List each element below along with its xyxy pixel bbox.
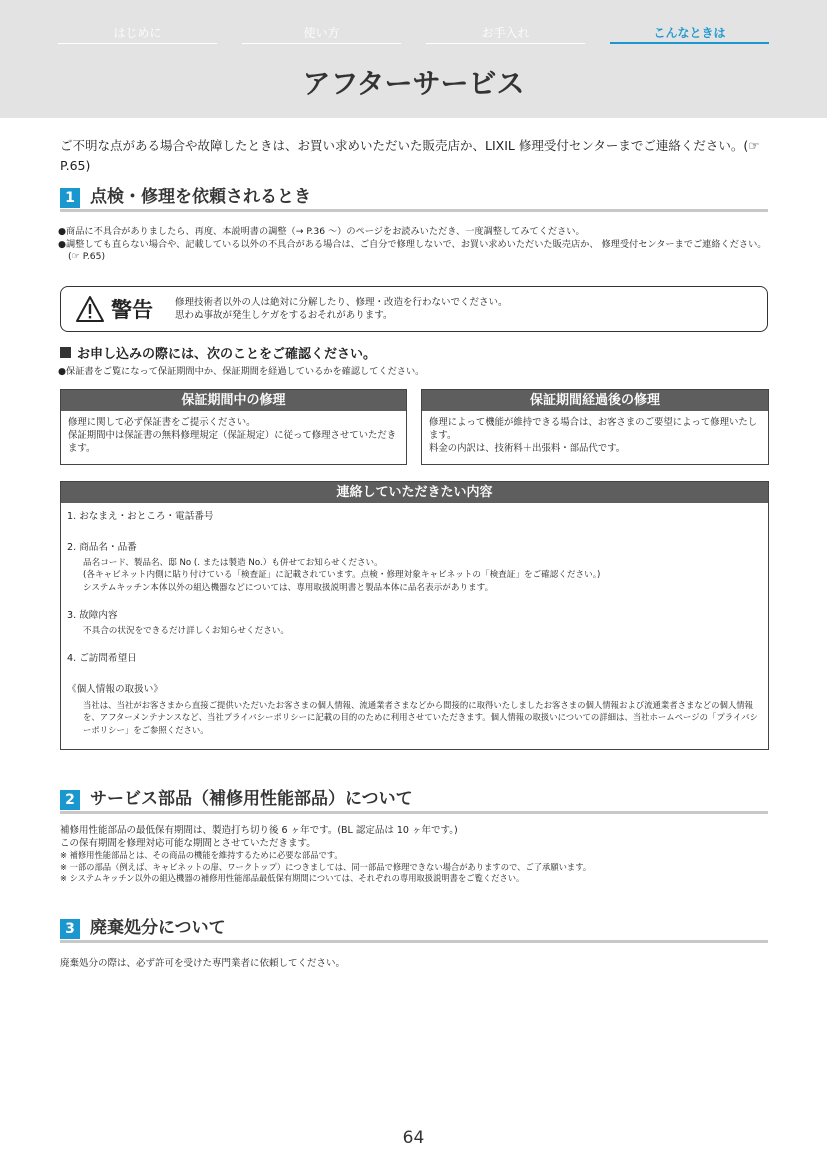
body-line: この保有期間を修理対応可能な期間とさせていただきます。: [60, 837, 316, 849]
bullet-item: ●商品に不具合がありましたら、再度、本説明書の調整（→ P.36 ～）のページをお読みいただき、一度調整してみてください。: [58, 226, 585, 237]
section-1-title: 点検・修理を依頼されるとき: [90, 187, 311, 207]
warranty-period-box: [60, 389, 407, 465]
section-2-title: サービス部品（補修用性能部品）について: [90, 789, 413, 809]
contact-info-title: 連絡していただきたい内容: [61, 482, 768, 503]
privacy-text: 当社は、当社がお客さまから直接ご提供いただいたお客さまの個人情報、流通業者さまなどから間接的に取得いたしましたお客さまの個人情報および流通業者さまなどの個人情報を、アフターメンテナンスなど、当社プライバシーポリシーに記載の目的のために利用させていただきます。個人情報の取扱いについての詳細は、当社ホームページの「プライバシーポリシー」をご参照ください。: [83, 699, 758, 735]
section-2-number: 2: [60, 790, 80, 810]
section-1-heading: [60, 186, 768, 212]
section-2-body: [60, 825, 772, 885]
bullet-item: ●保証書をご覧になって保証期間中か、保証期間を経過しているかを確認してください。: [58, 366, 425, 377]
box-line: 修理によって機能が維持できる場合は、お客さまのご要望によって修理いたします。: [429, 417, 758, 441]
warning-line: 思わぬ事故が発生しケガをするおそれがあります。: [175, 310, 393, 321]
note-line: ※ 補修用性能部品とは、その商品の機能を維持するために必要な部品です。: [60, 850, 343, 860]
section-3-title: 廃棄処分について: [90, 918, 226, 938]
section-2-heading: [60, 788, 768, 814]
tab-intro[interactable]: はじめに: [58, 24, 217, 44]
section-tabs: [58, 24, 769, 44]
note-line: ※ 一部の部品（例えば、キャビネットの扉、ワークトップ）につきましては、同一部品で修理できない場合がありますので、ご了承願います。: [60, 861, 592, 872]
post-warranty-box: [421, 389, 769, 465]
page-title: アフターサービス: [302, 67, 525, 100]
section-1-number: 1: [60, 188, 80, 208]
page-header: [0, 0, 827, 118]
contact-item-detail: システムキッチン本体以外の組込機器などについては、専用取扱説明書と製品本体に品名表示があります。: [83, 582, 494, 593]
tab-usage[interactable]: 使い方: [242, 24, 401, 44]
warning-line: 修理技術者以外の人は絶対に分解したり、修理・改造を行わないでください。: [175, 297, 508, 308]
section-3-body: 廃棄処分の際は、必ず許可を受けた専門業者に依頼してください。: [60, 958, 346, 969]
note-line: ※ システムキッチン以外の組込機器の補修用性能部品最低保有期間については、それぞれの専用取扱説明書をご覧ください。: [60, 873, 525, 883]
contact-item-detail: 品名コード、製品名、邸 No (. または製造 No.）も併せてお知らせください。: [83, 557, 383, 568]
warning-text: [175, 296, 508, 322]
warranty-period-title: 保証期間中の修理: [61, 390, 406, 411]
post-warranty-title: 保証期間経過後の修理: [422, 390, 768, 411]
box-line: 保証期間中は保証書の無料修理規定（保証規定）に従って修理させていただきます。: [68, 429, 397, 454]
section-1-bullets: [58, 226, 770, 264]
contact-item: 2. 商品名・品番: [67, 541, 137, 553]
confirm-heading: [60, 343, 376, 362]
contact-item: 4. ご訪問希望日: [67, 653, 137, 665]
confirm-bullet: [58, 366, 770, 379]
contact-item-detail: (各キャビネット内側に貼り付けている「検査証」に記載されています。点検・修理対象キャビネットの「検査証」をご確認ください。): [83, 570, 601, 581]
confirm-heading-text: お申し込みの際には、次のことをご確認ください。: [77, 347, 377, 362]
privacy-heading: 《個人情報の取扱い》: [67, 684, 163, 696]
contact-item-detail: 不具合の状況をできるだけ詳しくお知らせください。: [83, 625, 289, 636]
contact-info-box: [60, 481, 769, 750]
square-bullet-icon: [60, 347, 71, 358]
box-line: 料金の内訳は、技術料＋出張料・部品代です。: [429, 442, 626, 454]
body-line: 補修用性能部品の最低保有期間は、製造打ち切り後 6 ヶ年です。(BL 認定品は 10 ヶ年です。): [60, 825, 458, 836]
warranty-period-body: [61, 411, 406, 461]
section-3-heading: [60, 917, 768, 943]
bullet-item: ●調整しても直らない場合や、記載している以外の不具合がある場合は、ご自分で修理しないで、お買い求めいただいた販売店か、 修理受付センターまでご連絡ください。(☞ P.65): [58, 238, 767, 262]
tab-troubleshooting[interactable]: こんなときは: [610, 24, 769, 44]
contact-info-body: [61, 503, 768, 744]
warning-box: [60, 286, 768, 332]
page-number: 64: [402, 1128, 425, 1148]
warning-label: 警告: [111, 298, 153, 322]
section-3-number: 3: [60, 919, 80, 939]
contact-item: 1. おなまえ・おところ・電話番号: [67, 511, 214, 522]
tab-care[interactable]: お手入れ: [426, 24, 585, 44]
post-warranty-body: [422, 411, 768, 461]
contact-item: 3. 故障内容: [67, 610, 118, 622]
box-line: 修理に関して必ず保証書をご提示ください。: [68, 417, 256, 428]
intro-text: ご不明な点がある場合や故障したときは、お買い求めいただいた販売店か、LIXIL 修理受付センターまでご連絡ください。(☞ P.65): [60, 138, 760, 173]
warning-icon: [75, 295, 105, 323]
